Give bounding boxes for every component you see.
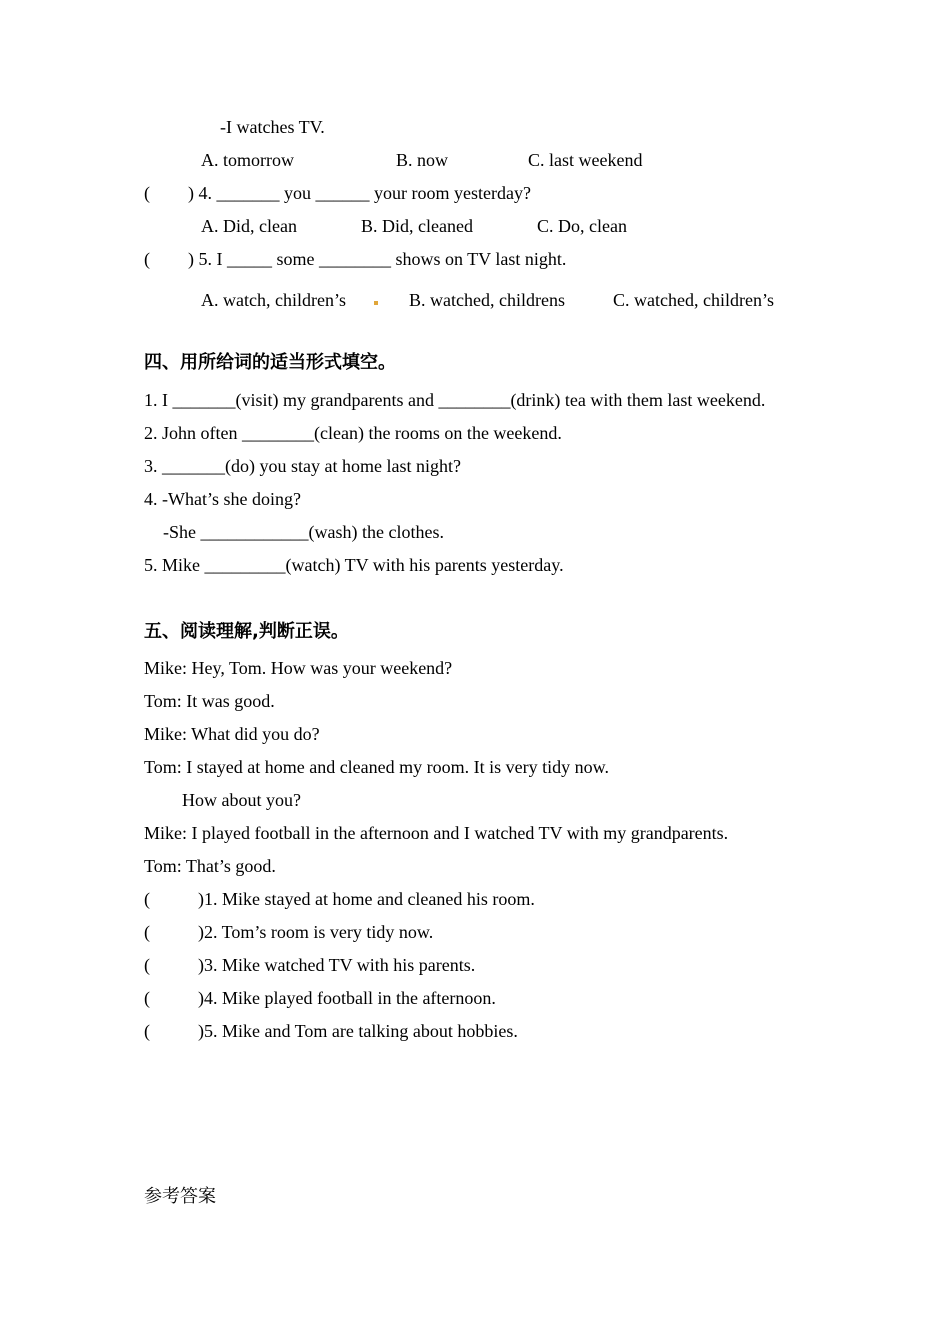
- q5-option-a: A. watch, children’s: [201, 290, 346, 310]
- part4-line-2: 2. John often ________(clean) the rooms on the weekend.: [144, 423, 562, 443]
- tf-question-2: )2. Tom’s room is very tidy now.: [198, 922, 434, 942]
- dialogue-line-5: How about you?: [182, 790, 301, 810]
- q3-option-c: C. last weekend: [528, 150, 643, 170]
- part4-heading: 四、用所给词的适当形式填空。: [144, 352, 396, 373]
- tf-question-3-paren: (: [144, 955, 150, 975]
- tf-question-1-paren: (: [144, 889, 150, 909]
- q4-option-c: C. Do, clean: [537, 216, 627, 236]
- tf-question-5-paren: (: [144, 1021, 150, 1041]
- tf-question-3: )3. Mike watched TV with his parents.: [198, 955, 476, 975]
- dialogue-line-6: Mike: I played football in the afternoon and I watched TV with my grandparents.: [144, 823, 729, 843]
- part5-heading: 五、阅读理解,判断正误。: [144, 621, 349, 642]
- q5-paren: (: [144, 249, 150, 269]
- stray-dot-mark: [374, 301, 378, 305]
- q4-paren: (: [144, 183, 150, 203]
- answer-key-heading: 参考答案: [144, 1186, 216, 1207]
- q4-option-b: B. Did, cleaned: [361, 216, 473, 236]
- dialogue-line-7: Tom: That’s good.: [144, 856, 276, 876]
- tf-question-4-paren: (: [144, 988, 150, 1008]
- tf-question-2-paren: (: [144, 922, 150, 942]
- q5-option-c: C. watched, children’s: [613, 290, 774, 310]
- tf-question-5: )5. Mike and Tom are talking about hobbies.: [198, 1021, 518, 1041]
- part4-line-4: 4. -What’s she doing?: [144, 489, 301, 509]
- dialogue-line-1: Mike: Hey, Tom. How was your weekend?: [144, 658, 453, 678]
- q4-option-a: A. Did, clean: [201, 216, 297, 236]
- tf-question-1: )1. Mike stayed at home and cleaned his room.: [198, 889, 535, 909]
- part4-line-5: 5. Mike _________(watch) TV with his parents yesterday.: [144, 555, 564, 575]
- q3-option-b: B. now: [396, 150, 449, 170]
- q4-text: ) 4. _______ you ______ your room yesterday?: [188, 183, 531, 203]
- dialogue-line-2: Tom: It was good.: [144, 691, 275, 711]
- part4-line-4-answer: -She ____________(wash) the clothes.: [163, 522, 444, 542]
- q5-option-b: B. watched, childrens: [409, 290, 565, 310]
- part4-line-1: 1. I _______(visit) my grandparents and ________(drink) tea with them last weekend.: [144, 390, 766, 410]
- q5-text: ) 5. I _____ some ________ shows on TV last night.: [188, 249, 567, 269]
- part4-line-3: 3. _______(do) you stay at home last night?: [144, 456, 461, 476]
- dialogue-line-4: Tom: I stayed at home and cleaned my room. It is very tidy now.: [144, 757, 609, 777]
- q3-option-a: A. tomorrow: [201, 150, 294, 170]
- dialogue-line-3: Mike: What did you do?: [144, 724, 320, 744]
- tf-question-4: )4. Mike played football in the afternoon.: [198, 988, 496, 1008]
- q3-answer-line: -I watches TV.: [220, 117, 325, 137]
